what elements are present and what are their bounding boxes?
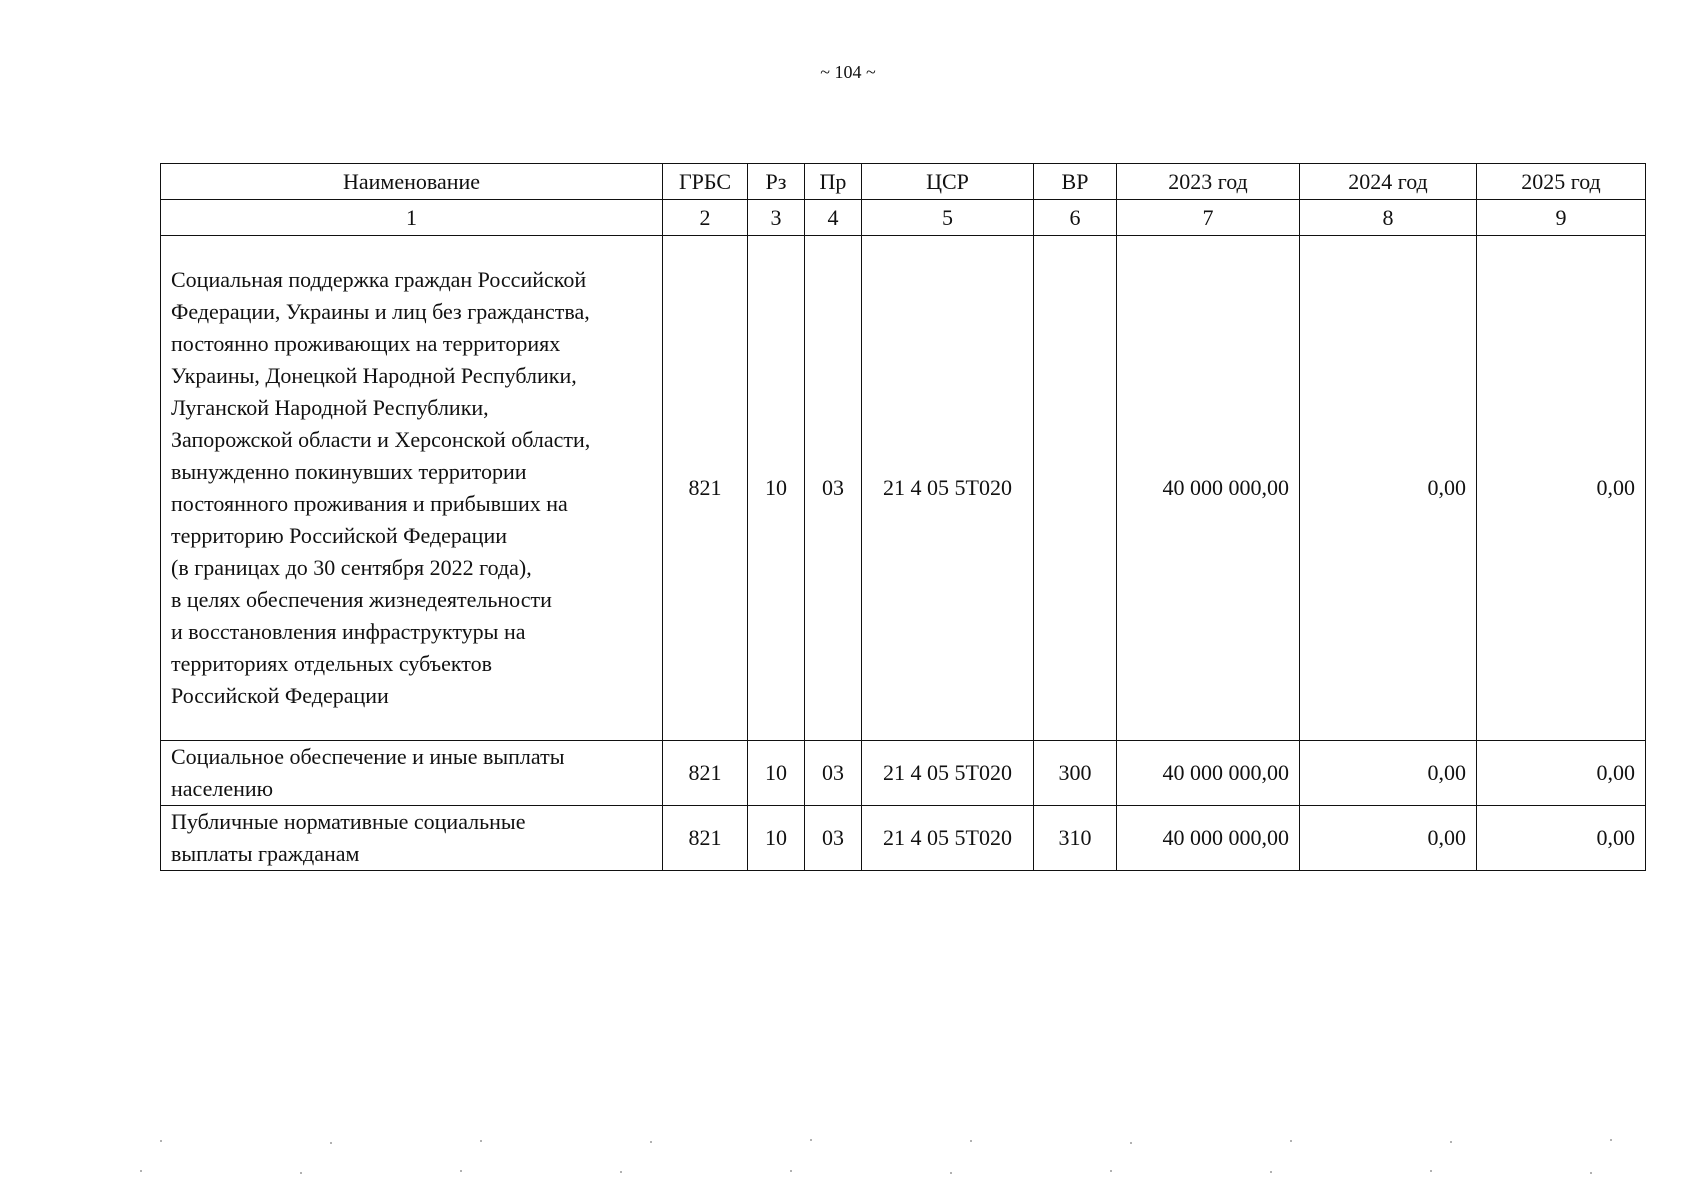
amount-2025-cell: 0,00 bbox=[1477, 806, 1646, 871]
name-line: и восстановления инфраструктуры на bbox=[171, 619, 526, 644]
amount-2025-cell: 0,00 bbox=[1477, 236, 1646, 741]
table-row bbox=[161, 806, 1646, 871]
amount-2024-cell: 0,00 bbox=[1300, 806, 1477, 871]
header-2025: 2025 год bbox=[1477, 164, 1646, 200]
rz-cell: 10 bbox=[748, 741, 805, 806]
scan-speck bbox=[1110, 1170, 1112, 1172]
scan-speck bbox=[810, 1139, 812, 1141]
column-number: 1 bbox=[161, 200, 663, 236]
name-line: населению bbox=[171, 776, 274, 801]
name-line: Луганской Народной Республики, bbox=[171, 395, 489, 420]
pr-cell: 03 bbox=[805, 741, 862, 806]
grbs-cell: 821 bbox=[663, 741, 748, 806]
scan-speck bbox=[1450, 1141, 1452, 1143]
name-line: Социальное обеспечение и иные выплаты bbox=[171, 744, 565, 769]
rz-cell: 10 bbox=[748, 806, 805, 871]
page-number: ~ 104 ~ bbox=[820, 62, 876, 82]
scan-speck bbox=[1270, 1171, 1272, 1173]
csr-cell: 21 4 05 5Т020 bbox=[862, 806, 1034, 871]
rz-cell: 10 bbox=[748, 236, 805, 741]
scan-speck bbox=[1130, 1142, 1132, 1144]
column-number: 3 bbox=[748, 200, 805, 236]
table-row bbox=[161, 236, 1646, 741]
scan-speck bbox=[950, 1172, 952, 1174]
grbs-cell: 821 bbox=[663, 236, 748, 741]
scan-speck bbox=[330, 1142, 332, 1144]
column-number: 8 bbox=[1300, 200, 1477, 236]
column-number: 5 bbox=[862, 200, 1034, 236]
scan-speck bbox=[1590, 1172, 1592, 1174]
pr-cell: 03 bbox=[805, 236, 862, 741]
amount-2023-cell: 40 000 000,00 bbox=[1117, 741, 1300, 806]
scan-speck bbox=[970, 1140, 972, 1142]
name-line: Публичные нормативные социальные bbox=[171, 809, 526, 834]
name-line: вынужденно покинувших территории bbox=[171, 459, 527, 484]
header-grbs: ГРБС bbox=[663, 164, 748, 200]
amount-2025-cell: 0,00 bbox=[1477, 741, 1646, 806]
budget-table bbox=[160, 163, 1646, 871]
scan-speck bbox=[1290, 1140, 1292, 1142]
scan-speck bbox=[650, 1141, 652, 1143]
csr-cell: 21 4 05 5Т020 bbox=[862, 236, 1034, 741]
header-rz: Рз bbox=[748, 164, 805, 200]
column-number: 6 bbox=[1034, 200, 1117, 236]
scan-speck bbox=[480, 1140, 482, 1142]
vr-cell: 310 bbox=[1034, 806, 1117, 871]
scan-speck bbox=[460, 1170, 462, 1172]
vr-cell bbox=[1034, 236, 1117, 741]
column-number: 4 bbox=[805, 200, 862, 236]
name-line: Социальная поддержка граждан Российской bbox=[171, 267, 587, 292]
column-number: 9 bbox=[1477, 200, 1646, 236]
name-line: Российской Федерации bbox=[171, 683, 389, 708]
csr-cell: 21 4 05 5Т020 bbox=[862, 741, 1034, 806]
row-name-cell bbox=[161, 806, 663, 871]
header-2024: 2024 год bbox=[1300, 164, 1477, 200]
name-line: в целях обеспечения жизнедеятельности bbox=[171, 587, 552, 612]
name-line: выплаты гражданам bbox=[171, 841, 360, 866]
row-name-cell bbox=[161, 236, 663, 741]
vr-cell: 300 bbox=[1034, 741, 1117, 806]
column-number: 7 bbox=[1117, 200, 1300, 236]
header-pr: Пр bbox=[805, 164, 862, 200]
name-line: территорию Российской Федерации bbox=[171, 523, 508, 548]
header-2023: 2023 год bbox=[1117, 164, 1300, 200]
row-name-cell bbox=[161, 741, 663, 806]
pr-cell: 03 bbox=[805, 806, 862, 871]
column-number: 2 bbox=[663, 200, 748, 236]
scan-speck bbox=[620, 1171, 622, 1173]
scan-speck bbox=[300, 1172, 302, 1174]
table-row bbox=[161, 741, 1646, 806]
amount-2023-cell: 40 000 000,00 bbox=[1117, 236, 1300, 741]
header-row bbox=[161, 164, 1646, 200]
scan-speck bbox=[1610, 1139, 1612, 1141]
column-numbers-row bbox=[161, 200, 1646, 236]
name-line: постоянного проживания и прибывших на bbox=[171, 491, 568, 516]
scan-speck bbox=[140, 1170, 142, 1172]
name-line: Запорожской области и Херсонской области, bbox=[171, 427, 591, 452]
name-line: Украины, Донецкой Народной Республики, bbox=[171, 363, 577, 388]
name-line: (в границах до 30 сентября 2022 года), bbox=[171, 555, 532, 580]
name-line: постоянно проживающих на территориях bbox=[171, 331, 561, 356]
scan-speck bbox=[1430, 1170, 1432, 1172]
header-vr: ВР bbox=[1034, 164, 1117, 200]
amount-2024-cell: 0,00 bbox=[1300, 236, 1477, 741]
header-name: Наименование bbox=[161, 164, 663, 200]
scan-speck bbox=[160, 1140, 162, 1142]
amount-2024-cell: 0,00 bbox=[1300, 741, 1477, 806]
amount-2023-cell: 40 000 000,00 bbox=[1117, 806, 1300, 871]
name-line: территориях отдельных субъектов bbox=[171, 651, 493, 676]
header-csr: ЦСР bbox=[862, 164, 1034, 200]
name-line: Федерации, Украины и лиц без гражданства, bbox=[171, 299, 590, 324]
grbs-cell: 821 bbox=[663, 806, 748, 871]
scan-speck bbox=[790, 1170, 792, 1172]
